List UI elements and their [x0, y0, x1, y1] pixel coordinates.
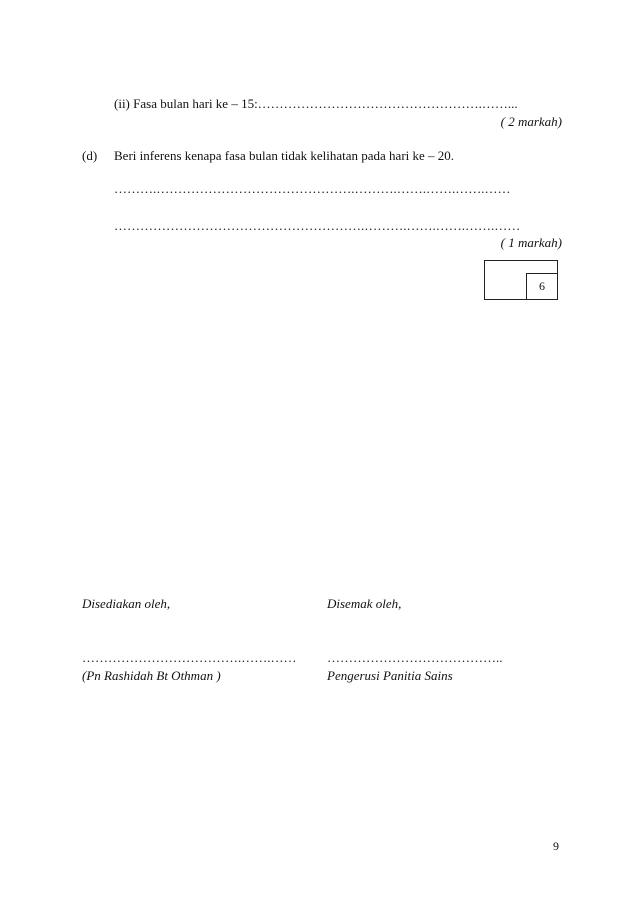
- prepared-by-name: (Pn Rashidah Bt Othman ): [82, 668, 221, 683]
- score-box: [484, 260, 558, 300]
- checked-by-name: Pengerusi Panitia Sains: [327, 668, 453, 683]
- question-ii: (ii) Fasa bulan hari ke – 15:…………………………………………….……...: [114, 96, 518, 111]
- checked-signature-line: …………………………………..: [327, 650, 503, 665]
- answer-line-2: ………………………………………………….……….…….…….…….……: [114, 218, 521, 233]
- page-number: 9: [553, 839, 559, 853]
- answer-line-1: ……….……………………………………….……….…….…….…….……: [114, 181, 511, 196]
- score-total: 6: [526, 273, 558, 300]
- question-d-text: Beri inferens kenapa fasa bulan tidak kelihatan pada hari ke – 20.: [114, 148, 455, 163]
- marks-label-ii: ( 2 markah): [500, 114, 562, 129]
- prepared-by-label: Disediakan oleh,: [82, 596, 171, 611]
- prepared-signature-line: ……………………………….…….……: [82, 650, 297, 665]
- checked-by-label: Disemak oleh,: [327, 596, 402, 611]
- marks-label-d: ( 1 markah): [500, 235, 562, 250]
- question-d-label: (d): [82, 148, 98, 163]
